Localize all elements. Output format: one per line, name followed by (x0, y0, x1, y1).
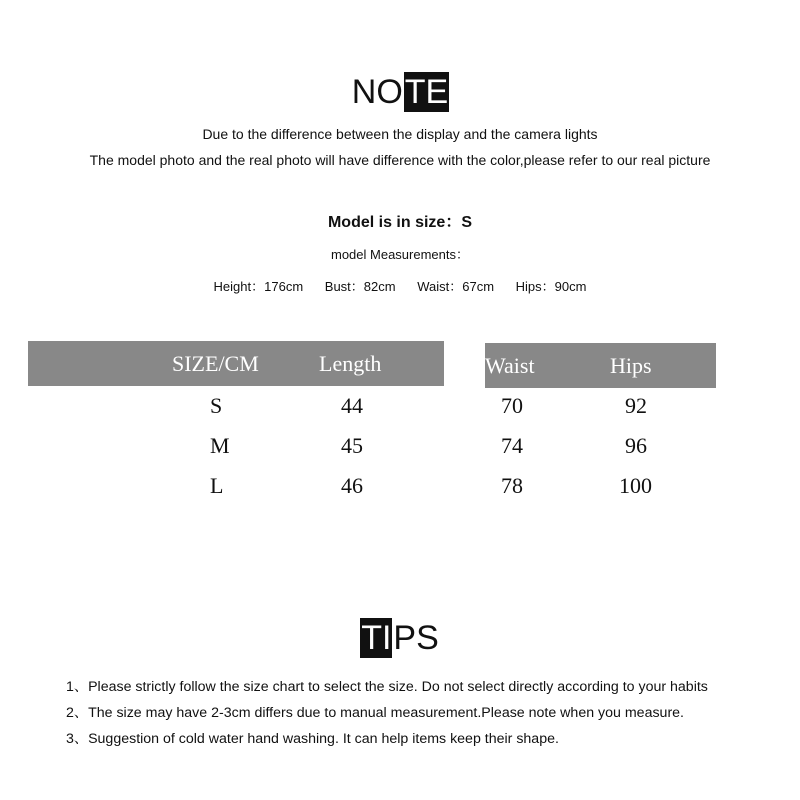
model-hips: Hips：90cm (515, 279, 587, 294)
cell-hips: 92 (625, 393, 647, 418)
tips-heading-inverse: TI (361, 619, 392, 657)
cell-size: M (210, 433, 230, 458)
cell-length: 44 (341, 393, 363, 418)
model-measurements-title: model Measurements： (331, 247, 469, 262)
tips-list (66, 674, 708, 752)
note-line-2: The model photo and the real photo will have difference with the color,please refer to our real picture (89, 152, 711, 168)
note-heading (0, 72, 800, 112)
cell-waist: 70 (501, 393, 523, 418)
header-length: Length (319, 350, 382, 376)
model-height: Height：176cm (213, 279, 304, 294)
table-row (28, 466, 774, 506)
table-row (28, 426, 774, 466)
cell-length: 45 (341, 433, 363, 458)
note-heading-inverse: TE (404, 73, 449, 111)
model-waist: Waist：67cm (417, 279, 495, 294)
size-table-header-row (28, 341, 774, 386)
tips-heading (0, 618, 800, 658)
size-table (28, 341, 774, 506)
tip-item: 2、The size may have 2-3cm differs due to manual measurement.Please note when you measure. (66, 705, 685, 721)
cell-hips: 96 (625, 433, 647, 458)
model-size-line: Model is in size：S (327, 214, 473, 231)
tips-heading-plain: PS (393, 619, 439, 657)
model-measurements-row (0, 276, 800, 295)
table-row (28, 386, 774, 426)
note-line-1: Due to the difference between the display and the camera lights (202, 126, 598, 142)
header-waist: Waist (485, 352, 535, 378)
cell-size: S (210, 393, 223, 418)
header-size: SIZE/CM (172, 350, 259, 376)
cell-waist: 74 (501, 433, 523, 458)
tip-item: 3、Suggestion of cold water hand washing. It can help items keep their shape. (66, 731, 559, 747)
note-heading-plain: NO (351, 73, 403, 111)
header-hips: Hips (610, 352, 652, 378)
cell-size: L (210, 473, 224, 498)
cell-waist: 78 (501, 473, 523, 498)
cell-length: 46 (341, 473, 363, 498)
tip-item: 1、Please strictly follow the size chart to select the size. Do not select directly according to your habits (66, 679, 708, 695)
cell-hips: 100 (619, 473, 652, 498)
model-bust: Bust：82cm (324, 279, 396, 294)
